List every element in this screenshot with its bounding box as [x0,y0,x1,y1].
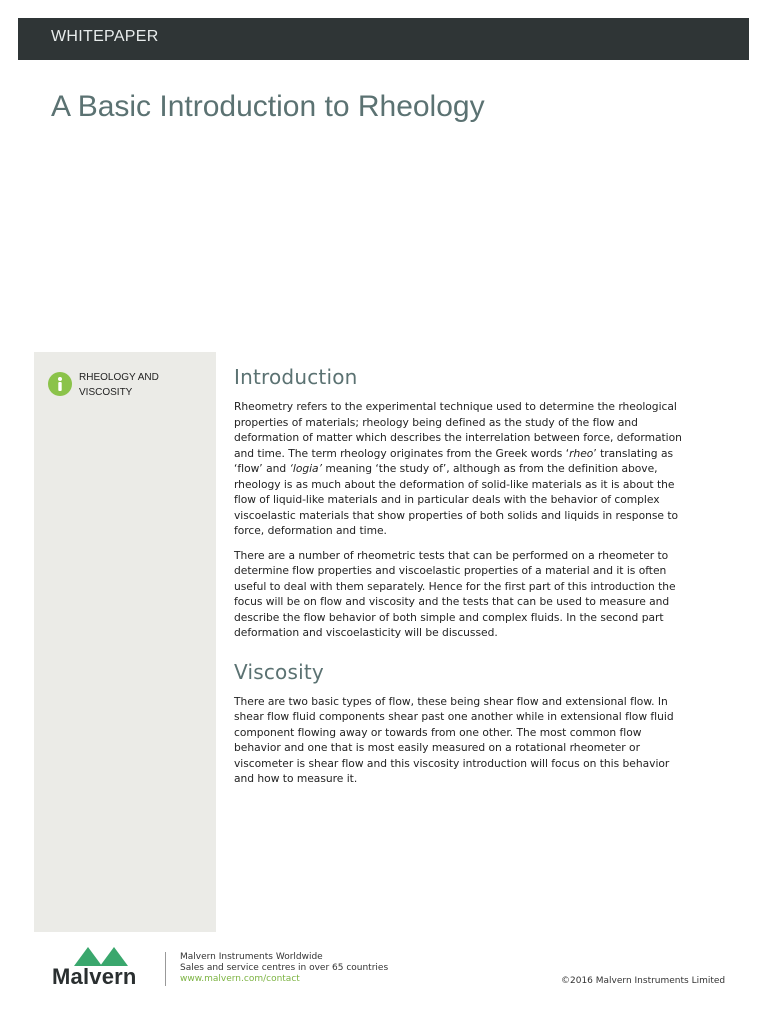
footer-info [180,952,388,985]
copyright-notice: ©2016 Malvern Instruments Limited [561,976,726,986]
introduction-heading: Introduction [234,365,358,389]
introduction-paragraph-2: There are a number of rheometric tests that can be performed on a rheometer to determine flow properties and viscoelastic properties of a material and it is often useful to deal with them separately. Hence for the first part of this introduction the focus will be on flow and viscosity and the tests that can be used to measure and describe the flow behavior of both simple and complex fluids. In the second part deformation and viscoelasticity will be discussed. [234,548,676,639]
document-title: A Basic Introduction to Rheology [51,90,485,123]
header-banner [18,18,749,60]
viscosity-heading: Viscosity [234,659,324,684]
footer-tagline: Sales and service centres in over 65 countries [180,963,389,973]
main-content [234,363,684,796]
sidebar-topic [79,370,189,400]
intro-term-logia: ‘logia’ [289,462,322,475]
intro-text-part1: Rheometry refers to the experimental technique used to determine the rheological properties of materials; rheology being defined as the study of the flow and deformation of matter which describes the interrelation between force, deformation and time. The term rheology originates from the Greek words ‘ [234,400,682,460]
sidebar-topic-line2: VISCOSITY [79,387,133,398]
page-footer [0,940,768,1024]
malvern-logo-text: Malvern [52,964,137,989]
info-icon [48,372,72,396]
viscosity-paragraph-1: There are two basic types of flow, these being shear flow and extensional flow. In shear flow fluid components shear past one another while in extensional flow fluid component flowing away or towards from one other. The most common flow behavior and one that is most easily measured on a rotational rheometer or viscometer is shear flow and this viscosity introduction will focus on this behavior and how to measure it. [234,694,674,785]
footer-company: Malvern Instruments Worldwide [180,952,323,962]
intro-text-part3: meaning ‘the study of’, although as from the definition above, rheology is as much about the deformation of solid-like materials as it is about the flow of liquid-like materials and in particular deals with the behavior of complex viscoelastic materials that show properties of both solids and liquids in response to force, deformation and time. [234,462,679,537]
sidebar-topic-line1: RHEOLOGY AND [79,372,159,383]
introduction-paragraph-1 [234,399,684,539]
sidebar-panel [34,352,216,932]
malvern-mountain-logo [74,944,130,966]
whitepaper-label: WHITEPAPER [51,28,159,45]
intro-text-part2: ’ translating as ‘flow’ and [234,446,674,475]
contact-link[interactable]: www.malvern.com/contact [180,974,300,984]
intro-term-rheo: rheo [569,446,594,460]
footer-divider [165,952,166,986]
